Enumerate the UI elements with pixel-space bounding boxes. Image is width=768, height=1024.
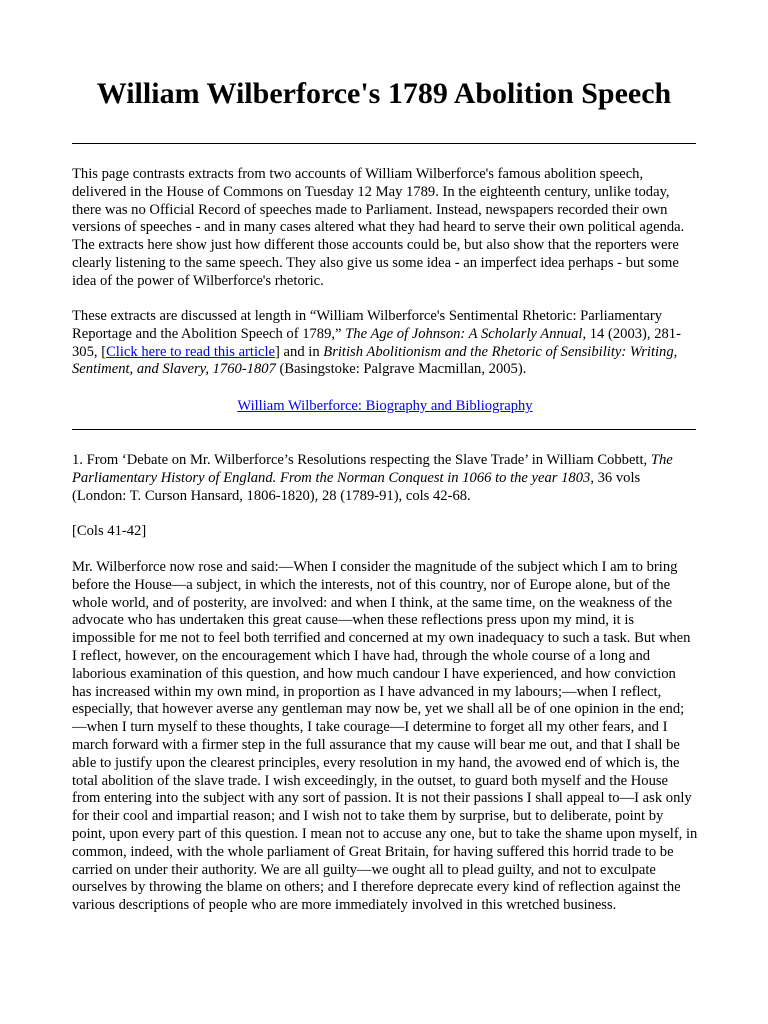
citation-text-mid: , 14 (2003), 281-305, [ (72, 325, 681, 360)
intro-paragraph: This page contrasts extracts from two accounts of William Wilberforce's famous abolition speech, delivered in the House of Commons on Tuesday 12 May 1789. In the eighteenth century, unlike today, there was no Official Record of speeches made to Parliament. Instead, newspapers recorded their own versions of speeches - and in many cases altered what they had heard to serve their own political agenda. The extracts here show just how different those accounts could be, but also show that the reporters were clearly listening to the same speech. They also give us some idea - an imperfect idea perhaps - but some idea of the power of Wilberforce's rhetoric. (72, 166, 685, 289)
speech-text: Mr. Wilberforce now rose and said:—When I consider the magnitude of the subject which I am to bring before the House—a subject, in which the interests, not of this country, nor of Europe alone, but of the whole world, and of posterity, are involved: and when I think, at the same time, on the weakness of the advocate who has undertaken this great cause—when these reflections press upon my mind, it is impossible for me not to feel both terrified and concerned at my own inadequacy to such a task. But when I reflect, however, on the encouragement which I have had, through the whole course of a long and laborious examination of this question, and how much candour I have experienced, and how conviction has increased within my own mind, in proportion as I have advanced in my labours;—when I reflect, especially, that however averse any gentleman may now be, yet we shall all be of one opinion in the end;—when I turn myself to these thoughts, I take courage—I determine to forget all my other fears, and I march forward with a firmer step in the full assurance that my cause will bear me out, and that I shall be able to justify upon the clearest principles, every resolution in my hand, the avowed end of which is, the total abolition of the slave trade. I wish exceedingly, in the outset, to guard both myself and the House from entering into the subject with any sort of passion. It is not their passions I shall appeal to—I ask only for their cool and impartial reason; and I wish not to take them by surprise, but to deliberate, point by point, upon every part of this question. I mean not to accuse any one, but to take the shame upon myself, in common, indeed, with the whole parliament of Great Britain, for having suffered this horrid trade to be carried on under their authority. We are all guilty—we ought all to plead guilty, and not to exculpate ourselves by throwing the blame on others; and I therefore deprecate every kind of reflection against the various descriptions of people who are more immediately involved in this wretched business. (72, 559, 698, 914)
source-book-title: The Parliamentary History of England. From the Norman Conquest in 1066 to the year 1803 (72, 452, 673, 486)
citation-paragraph (72, 308, 698, 379)
biography-link[interactable]: William Wilberforce: Biography and Bibliography (237, 398, 533, 414)
read-article-link[interactable]: Click here to read this article (106, 343, 276, 360)
citation-text-end: (Basingstoke: Palgrave Macmillan, 2005). (275, 361, 527, 378)
citation-text-after-link: ] and in (275, 343, 324, 360)
page-title: William Wilberforce's 1789 Abolition Speech (96, 77, 672, 110)
journal-title: The Age of Johnson: A Scholarly Annual (345, 325, 583, 342)
source-citation (72, 452, 698, 505)
source-text-end: , 36 vols (London: T. Curson Hansard, 1806-1820), 28 (1789-91), cols 42-68. (72, 469, 641, 504)
bio-link-paragraph (72, 398, 698, 416)
divider-middle (72, 429, 696, 430)
divider-top (72, 143, 696, 144)
book-title: British Abolitionism and the Rhetoric of Sensibility: Writing, Sentiment, and Slavery, 1760-1807 (72, 343, 678, 378)
source-text-start: 1. From ‘Debate on Mr. Wilberforce’s Resolutions respecting the Slave Trade’ in William Cobbett, (72, 452, 651, 468)
column-reference: [Cols 41-42] (72, 523, 147, 539)
citation-text-start: These extracts are discussed at length in “William Wilberforce's Sentimental Rhetoric: Parliamentary Reportage and the Abolition Speech of 1789,” (72, 308, 663, 342)
